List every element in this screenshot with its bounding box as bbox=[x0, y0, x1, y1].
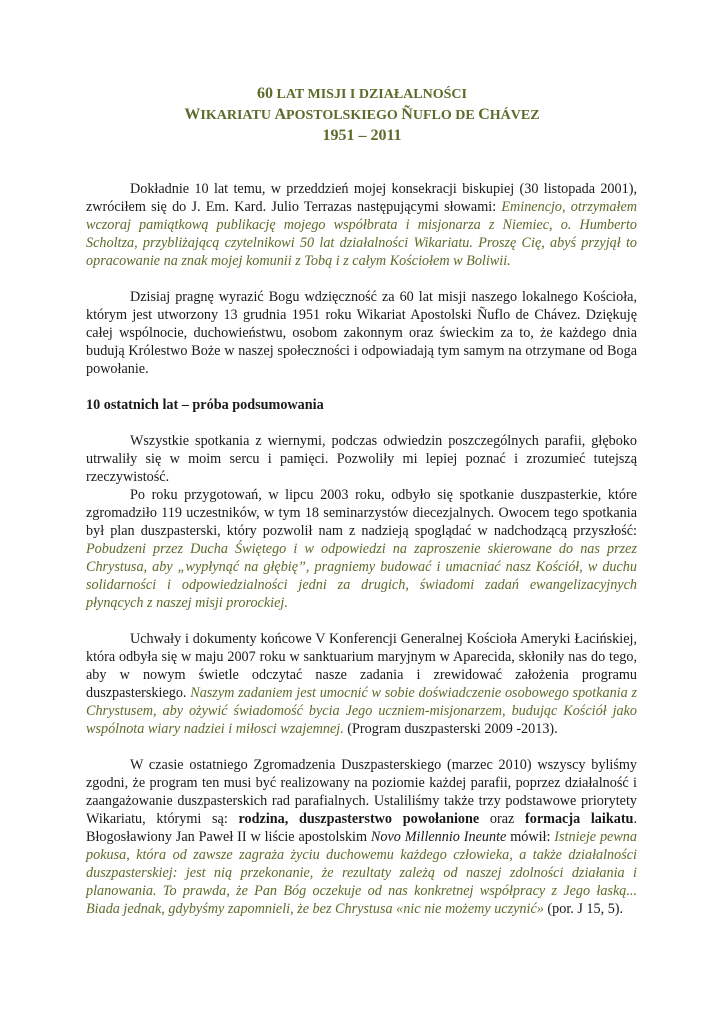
title-years: 1951 – 2011 bbox=[322, 127, 402, 144]
title-word-rest: UFLO DE bbox=[412, 108, 479, 123]
title-line-2 bbox=[0, 105, 724, 126]
spacer bbox=[86, 378, 637, 396]
paragraph-text: Uchwały i dokumenty końcowe V Konferencji Generalnej Kościoła Ameryki Łacińskiej, która odbyła się w maju 2007 roku w sanktuarium maryjnym w Aparecida, skłoniły nas do tego, aby w nowym świetle odczytać nasze zadania i zrewidować założenia programu duszpasterskiego. bbox=[86, 631, 637, 701]
book-title: Novo Millennio Ineunte bbox=[370, 829, 507, 845]
title-word-cap: C bbox=[478, 106, 490, 123]
section-heading: 10 ostatnich lat – próba podsumowania bbox=[86, 397, 324, 413]
title-word-rest: HÁVEZ bbox=[489, 108, 540, 123]
paragraph-3: Wszystkie spotkania z wiernymi, podczas odwiedzin poszczególnych parafii, głęboko utrwaliły się w moim sercu i pamięci. Pozwoliły mi lepiej poznać i zrozumieć tutejszą rzeczywistość. bbox=[86, 433, 637, 485]
quote-text: Istnieje pewna pokusa, która od zawsze zagraża życiu duchowemu każdego człowieka, a także działalności duszpasterskiej: jest nią przekonanie, że rezultaty zależą od naszej zdolności działania i planowania. To prawda, że Pan Bóg oczekuje od nas konkretnej współpracy z Jego łaską... Biada jednak, gdybyśmy zapomnieli, że bez Chrystusa «nic nie możemy uczynić» bbox=[86, 829, 637, 917]
document-body bbox=[86, 180, 637, 918]
title-word-rest: POSTOLSKIEGO bbox=[286, 108, 402, 123]
title-word-cap: W bbox=[184, 106, 201, 123]
paragraph-text: . Błogosławiony Jan Paweł II w liście apostolskim bbox=[86, 811, 637, 845]
quote-text: Pobudzeni przez Ducha Świętego i w odpowiedzi na zaproszenie skierowane do nas przez Chrystusa, aby „wypłynąć na głębię”, pragniemy budować i umacniać nasz Kościół, w duchu solidarności i odpowiedzialności jedni za drugich, świadomi zadań ewangelizacyjnych płynących z naszej misji prorockiej. bbox=[86, 541, 637, 611]
paragraph-6 bbox=[86, 756, 637, 918]
quote-text: Eminencjo, otrzymałem wczoraj pamiątkową publikację mojego współbrata i misjonarza z Niemiec, o. Humberto Scholtza, przybliżającą czytelnikowi 50 lat działalności Wikariatu. Proszę Cię, abyś przyjął to opracowanie na znak mojej komunii z Tobą i z całym Kościołem w Boliwii. bbox=[86, 199, 637, 269]
paragraph-4 bbox=[86, 486, 637, 612]
title-number: 60 bbox=[257, 85, 273, 102]
bold-text: rodzina, duszpasterstwo powołanione bbox=[238, 811, 480, 827]
paragraph-5 bbox=[86, 630, 637, 738]
paragraph-text: Po roku przygotowań, w lipcu 2003 roku, odbyło się spotkanie duszpasterkie, które zgromadziło 119 uczestników, w tym 18 seminarzystów diecezjalnych. Owocem tego spotkania był plan duszpasterski, który pozwolił nam z nadzieją spoglądać w nadchodzącą przyszłość: bbox=[86, 487, 637, 539]
paragraph-text: (Program duszpasterski 2009 -2013). bbox=[343, 721, 558, 737]
title-word-rest: IKARIATU bbox=[200, 108, 275, 123]
title-text: LAT MISJI I DZIAŁALNOŚCI bbox=[276, 87, 467, 102]
spacer bbox=[86, 270, 637, 288]
title-word-cap: Ñ bbox=[401, 106, 413, 123]
paragraph-text: oraz bbox=[479, 811, 526, 827]
title-line-1 bbox=[0, 84, 724, 105]
paragraph-text: W czasie ostatniego Zgromadzenia Duszpasterskiego (marzec 2010) wszyscy byliśmy zgodni, że program ten musi być realizowany na poziomie każdej parafii, poprzez działalność i zaangażowanie duszpasterskich rad parafialnych. Ustaliliśmy także trzy podstawowe priorytety Wikariatu, którymi są: bbox=[86, 757, 637, 827]
quote-text: Naszym zadaniem jest umocnić w sobie doświadczenie osobowego spotkania z Chrystusem, aby ożywić świadomość bycia Jego uczniem-misjonarzem, budując Kościół jako wspólnota wiary nadziei i miłosci wzajemnej. bbox=[86, 685, 637, 737]
spacer bbox=[86, 738, 637, 756]
paragraph-2: Dzisiaj pragnę wyrazić Bogu wdzięczność za 60 lat misji naszego lokalnego Kościoła, którym jest utworzony 13 grudnia 1951 roku Wikariat Apostolski Ñuflo de Chávez. Dziękuję całej wspólnocie, duchowieństwu, osobom zakonnym oraz świeckim za to, że każdego dnia budują Królestwo Boże w naszej społeczności i odpowiadają tym samym na otrzymane od Boga powołanie. bbox=[86, 289, 637, 377]
paragraph-text: mówił: bbox=[506, 829, 555, 845]
paragraph-1 bbox=[86, 180, 637, 270]
paragraph-text: (por. J 15, 5). bbox=[543, 901, 624, 917]
paragraph-text: Dokładnie 10 lat temu, w przeddzień mojej konsekracji biskupiej (30 listopada 2001), zwróciłem się do J. Em. Kard. Julio Terrazas następującymi słowami: bbox=[86, 181, 637, 215]
spacer bbox=[86, 414, 637, 432]
bold-text: formacja laikatu bbox=[525, 811, 634, 827]
spacer bbox=[86, 612, 637, 630]
title-block bbox=[0, 84, 724, 146]
title-word-cap: A bbox=[274, 106, 287, 123]
